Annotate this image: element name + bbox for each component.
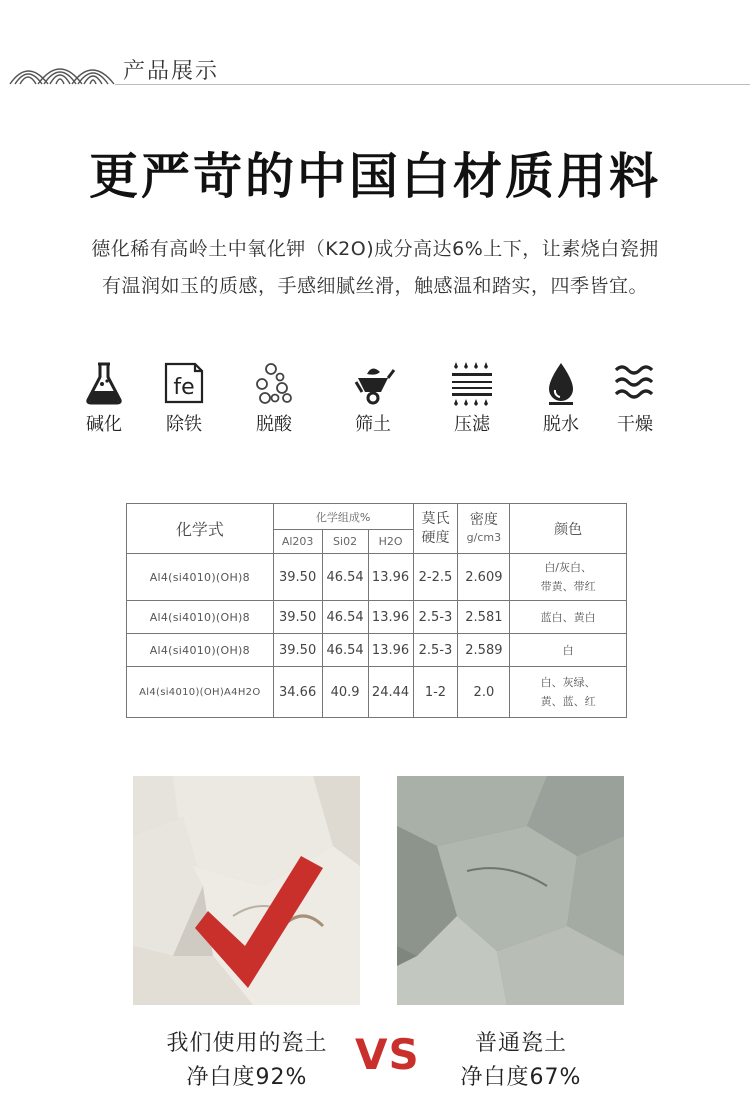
cell-sio2: 46.54	[322, 634, 368, 667]
header-hardness	[413, 504, 458, 554]
svg-text:fe: fe	[173, 375, 195, 400]
cell-color	[510, 667, 627, 718]
table-row	[127, 554, 627, 601]
premium-clay-caption-title: 我们使用的瓷土	[166, 1031, 328, 1056]
ordinary-clay-whiteness: 净白度67%	[460, 1065, 582, 1090]
feature-label: 碱化	[86, 414, 122, 435]
cell-sio2: 40.9	[322, 667, 368, 718]
cell-al2o3: 39.50	[273, 634, 322, 667]
cell-h2o: 24.44	[368, 667, 413, 718]
table-row	[127, 667, 627, 718]
water-drop-icon	[538, 360, 584, 406]
cell-formula: Al4(si4010)(OH)8	[127, 634, 274, 667]
versus-label: VS	[355, 1030, 420, 1079]
cell-h2o: 13.96	[368, 601, 413, 634]
flask-icon	[81, 360, 127, 406]
header-divider	[115, 84, 750, 85]
section-title: 产品展示	[123, 59, 220, 84]
cell-formula: Al4(si4010)(OH)8	[127, 554, 274, 601]
cell-color-line2: 带黄、带红	[540, 580, 596, 593]
cell-al2o3: 34.66	[273, 667, 322, 718]
cell-al2o3: 39.50	[273, 554, 322, 601]
header-al2o3: Al203	[273, 530, 322, 554]
ordinary-clay-photo	[397, 776, 624, 1005]
header-sio2: Si02	[322, 530, 368, 554]
feature-iron-removal	[144, 352, 224, 436]
chemical-composition-table	[126, 503, 627, 718]
premium-clay-whiteness: 净白度92%	[186, 1065, 308, 1090]
cell-color	[510, 554, 627, 601]
wheelbarrow-icon	[350, 360, 396, 406]
cell-color-line1: 白/灰白、	[544, 561, 593, 574]
cell-h2o: 13.96	[368, 634, 413, 667]
feature-label: 除铁	[166, 414, 202, 435]
page-headline: 更严苛的中国白材质用料	[88, 148, 661, 205]
header-formula: 化学式	[127, 504, 274, 554]
premium-clay-photo	[133, 776, 360, 1005]
feature-label: 筛土	[355, 414, 391, 435]
feature-sieving	[333, 352, 413, 436]
cell-sio2: 46.54	[322, 601, 368, 634]
feature-drying	[595, 352, 675, 436]
wave-ripple-logo-icon	[8, 56, 116, 86]
header-h2o: H2O	[368, 530, 413, 554]
cell-al2o3: 39.50	[273, 601, 322, 634]
feature-deacidification	[234, 352, 314, 436]
header-hardness-line1: 莫氏	[421, 510, 450, 527]
feature-label: 脱酸	[256, 414, 292, 435]
process-features	[0, 352, 750, 442]
cell-density: 2.609	[458, 554, 510, 601]
cell-hardness: 1-2	[413, 667, 458, 718]
header-hardness-line2: 硬度	[421, 529, 450, 546]
table-row	[127, 634, 627, 667]
cell-density: 2.581	[458, 601, 510, 634]
feature-alkalization	[64, 352, 144, 436]
heat-waves-icon	[612, 360, 658, 406]
bubbles-icon	[251, 360, 297, 406]
description-line-2: 有温润如玉的质感，手感细腻丝滑，触感温和踏实，四季皆宜。	[101, 275, 648, 297]
header-composition: 化学组成%	[273, 504, 413, 530]
header-color: 颜色	[510, 504, 627, 554]
cell-hardness: 2-2.5	[413, 554, 458, 601]
cell-color: 白	[510, 634, 627, 667]
header-density-line2: g/cm3	[466, 531, 502, 544]
cell-h2o: 13.96	[368, 554, 413, 601]
feature-dehydration	[521, 352, 601, 436]
header-density-line1: 密度	[469, 512, 498, 528]
feature-label: 干燥	[617, 414, 653, 435]
cell-formula: Al4(si4010)(OH)8	[127, 601, 274, 634]
cell-formula: Al4(si4010)(OH)A4H2O	[127, 667, 274, 718]
cell-color: 蓝白、黄白	[510, 601, 627, 634]
cell-hardness: 2.5-3	[413, 601, 458, 634]
white-kaolin-image	[133, 776, 360, 1005]
gray-clay-image	[397, 776, 624, 1005]
cell-sio2: 46.54	[322, 554, 368, 601]
filter-press-icon	[449, 360, 495, 406]
feature-label: 压滤	[454, 414, 490, 435]
fe-icon	[161, 360, 207, 406]
table-row	[127, 601, 627, 634]
cell-density: 2.0	[458, 667, 510, 718]
cell-hardness: 2.5-3	[413, 634, 458, 667]
section-header	[0, 48, 750, 88]
description-line-1: 德化稀有高岭土中氧化钾（K2O)成分高达6%上下，让素烧白瓷拥	[91, 238, 659, 260]
cell-density: 2.589	[458, 634, 510, 667]
ordinary-clay-caption-title: 普通瓷土	[474, 1031, 567, 1056]
feature-label: 脱水	[543, 414, 579, 435]
feature-press-filter	[432, 352, 512, 436]
cell-color-line1: 白、灰绿、	[540, 676, 596, 689]
header-density	[458, 504, 510, 554]
cell-color-line2: 黄、蓝、红	[540, 695, 596, 708]
